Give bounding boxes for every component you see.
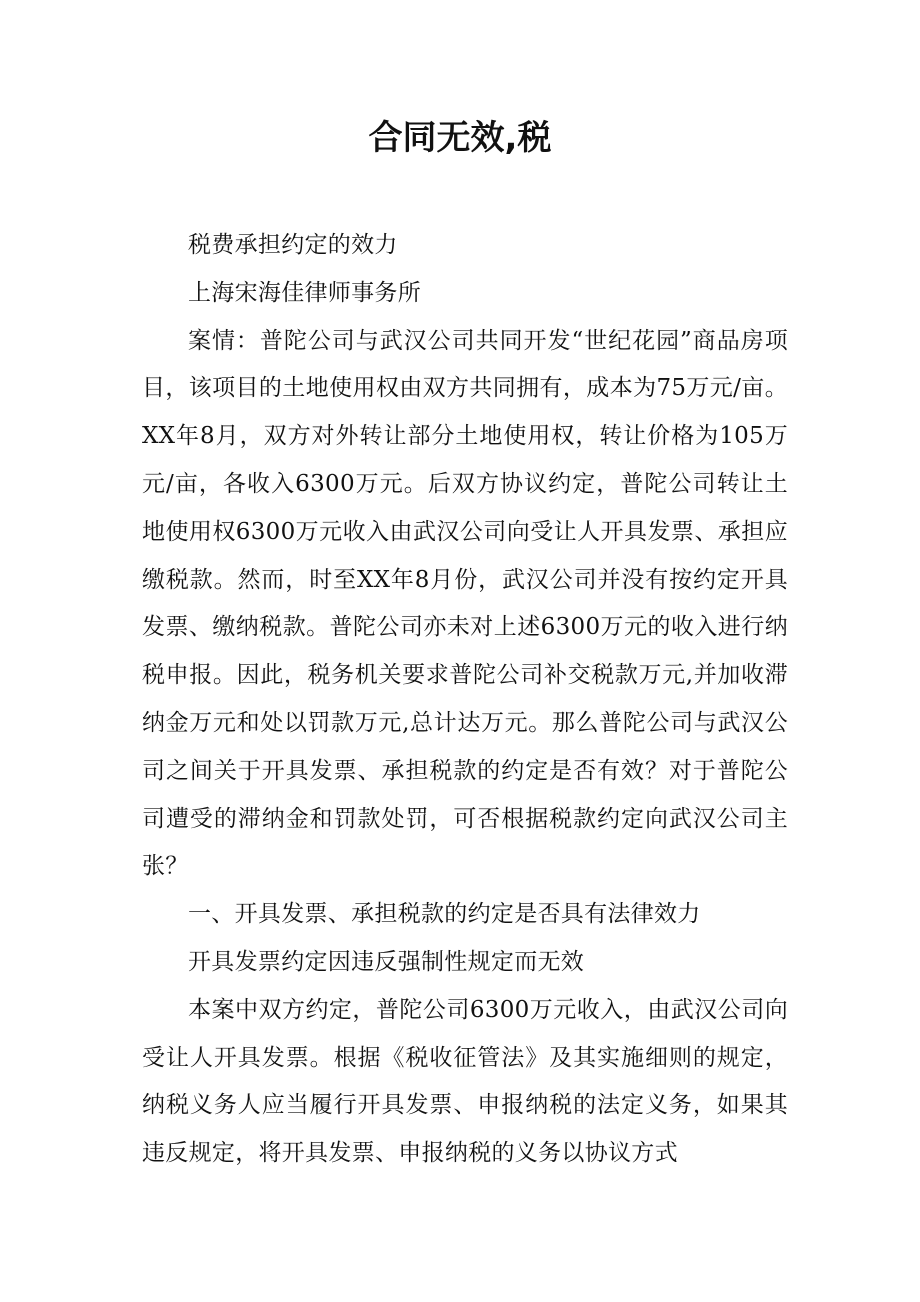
paragraph-author: 上海宋海佳律师事务所 bbox=[188, 279, 421, 306]
document-body bbox=[142, 222, 788, 1178]
paragraph-section-heading: 一、开具发票、承担税款的约定是否具有法律效力 bbox=[188, 901, 701, 928]
paragraph-analysis: 本案中双方约定，普陀公司6300万元收入，由武汉公司向受让人开具发票。根据《税收征管法》及其实施细则的规定，纳税义务人应当履行开具发票、申报纳税的法定义务，如果其违反规定，将开具发票、申报纳税的义务以协议方式 bbox=[142, 996, 788, 1167]
document-title: 合同无效,税 bbox=[368, 118, 552, 158]
paragraph-case: 案情：普陀公司与武汉公司共同开发“世纪花园”商品房项目，该项目的土地使用权由双方共同拥有，成本为75万元/亩。XX年8月，双方对外转让部分土地使用权，转让价格为105万元/亩，各收入6300万元。后双方协议约定，普陀公司转让土地使用权6300万元收入由武汉公司向受让人开具发票、承担应缴税款。然而，时至XX年8月份，武汉公司并没有按约定开具发票、缴纳税款。普陀公司亦未对上述6300万元的收入进行纳税申报。因此，税务机关要求普陀公司补交税款万元,并加收滞纳金万元和处以罚款万元,总计达万元。那么普陀公司与武汉公司之间关于开具发票、承担税款的约定是否有效？对于普陀公司遭受的滞纳金和罚款处罚，可否根据税款约定向武汉公司主张？ bbox=[142, 327, 788, 880]
paragraph-subtitle: 税费承担约定的效力 bbox=[188, 232, 398, 258]
paragraph-subheading: 开具发票约定因违反强制性规定而无效 bbox=[188, 948, 585, 975]
